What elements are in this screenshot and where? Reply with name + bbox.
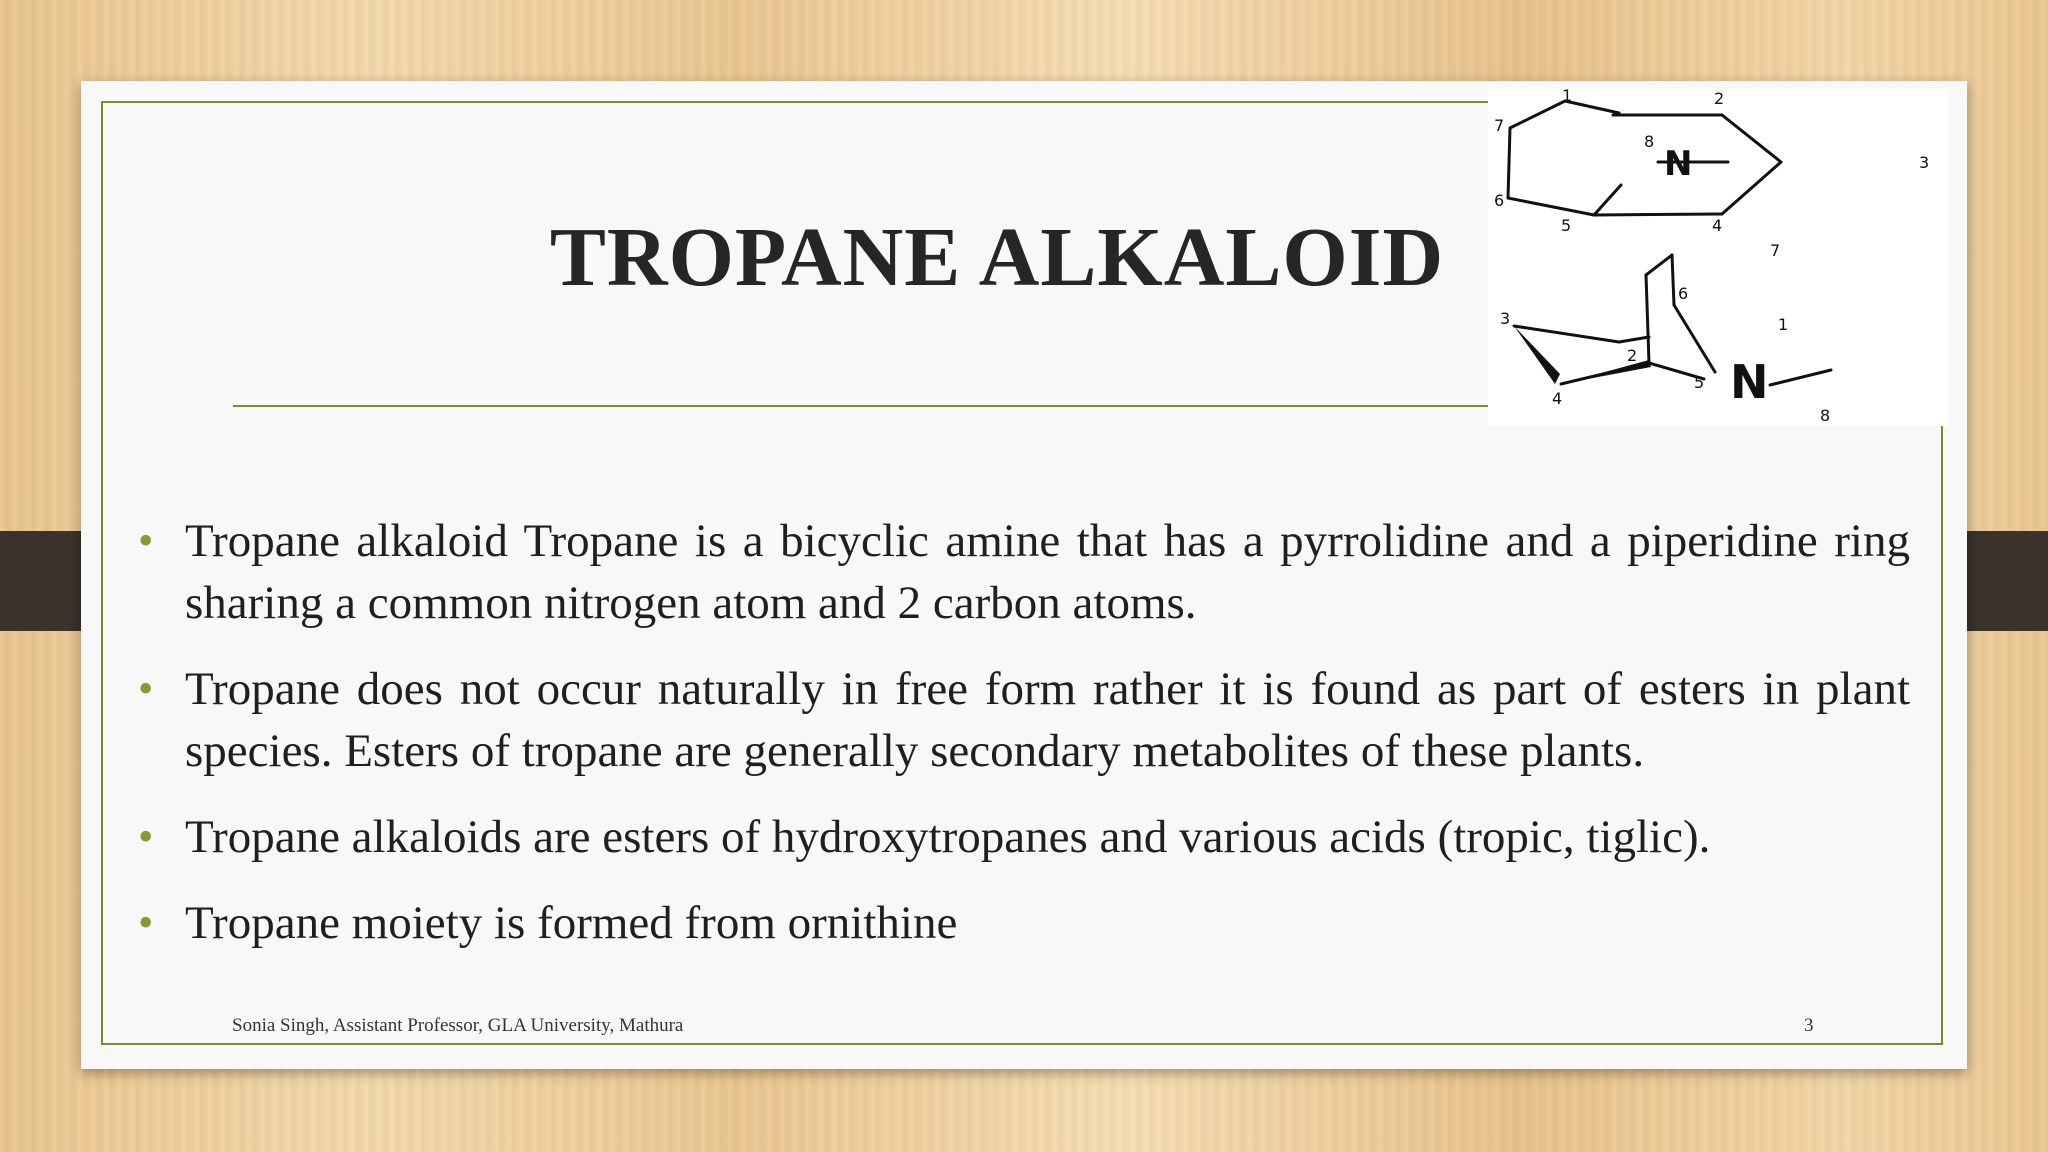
bullet-text: Tropane does not occur naturally in free form rather it is found as part of esters in plant species. Esters of tropane are generally secondary metabolites of these plants. (185, 663, 1910, 777)
bullet-marker: • (138, 812, 154, 861)
bullet-list (138, 510, 1910, 978)
bottom-label-3: 3 (1500, 309, 1511, 328)
bullet-marker: • (138, 898, 154, 947)
top-label-4: 4 (1712, 216, 1723, 235)
tropane-structure-image (1488, 88, 1948, 426)
tropane-structure-diagram (1488, 88, 1948, 426)
bottom-label-2: 2 (1627, 346, 1638, 365)
bullet-text: Tropane moiety is formed from ornithine (185, 897, 958, 949)
bullet-item (138, 510, 1910, 634)
bullet-text: Tropane alkaloids are esters of hydroxytropanes and various acids (tropic, tiglic). (185, 811, 1711, 863)
top-label-5: 5 (1561, 216, 1572, 235)
bottom-label-7: 7 (1770, 241, 1781, 260)
bullet-item (138, 658, 1910, 782)
top-label-2: 2 (1714, 89, 1725, 108)
bottom-label-1: 1 (1778, 315, 1789, 334)
bottom-nitrogen-atom: N (1730, 355, 1769, 409)
title-divider (233, 405, 1491, 407)
bullet-text: Tropane alkaloid Tropane is a bicyclic amine that has a pyrrolidine and a piperidine ring sharing a common nitrogen atom and 2 carbon atoms. (185, 515, 1910, 629)
bottom-label-4: 4 (1552, 389, 1563, 408)
bottom-label-8: 8 (1820, 406, 1831, 425)
top-label-6: 6 (1494, 191, 1505, 210)
top-label-8: 8 (1644, 132, 1655, 151)
top-label-1: 1 (1562, 88, 1573, 105)
page-number: 3 (1804, 1015, 1814, 1036)
bullet-marker: • (138, 664, 154, 713)
bullet-item (138, 892, 1910, 954)
bullet-marker: • (138, 516, 154, 565)
top-label-3: 3 (1919, 153, 1930, 172)
bottom-label-6: 6 (1678, 284, 1689, 303)
slide-title: TROPANE ALKALOID (549, 211, 1445, 304)
top-nitrogen-atom: N (1664, 144, 1693, 184)
bullet-item (138, 806, 1910, 868)
slide-footer: Sonia Singh, Assistant Professor, GLA University, Mathura (232, 1015, 684, 1036)
top-label-7: 7 (1494, 116, 1505, 135)
bottom-label-5: 5 (1694, 373, 1705, 392)
